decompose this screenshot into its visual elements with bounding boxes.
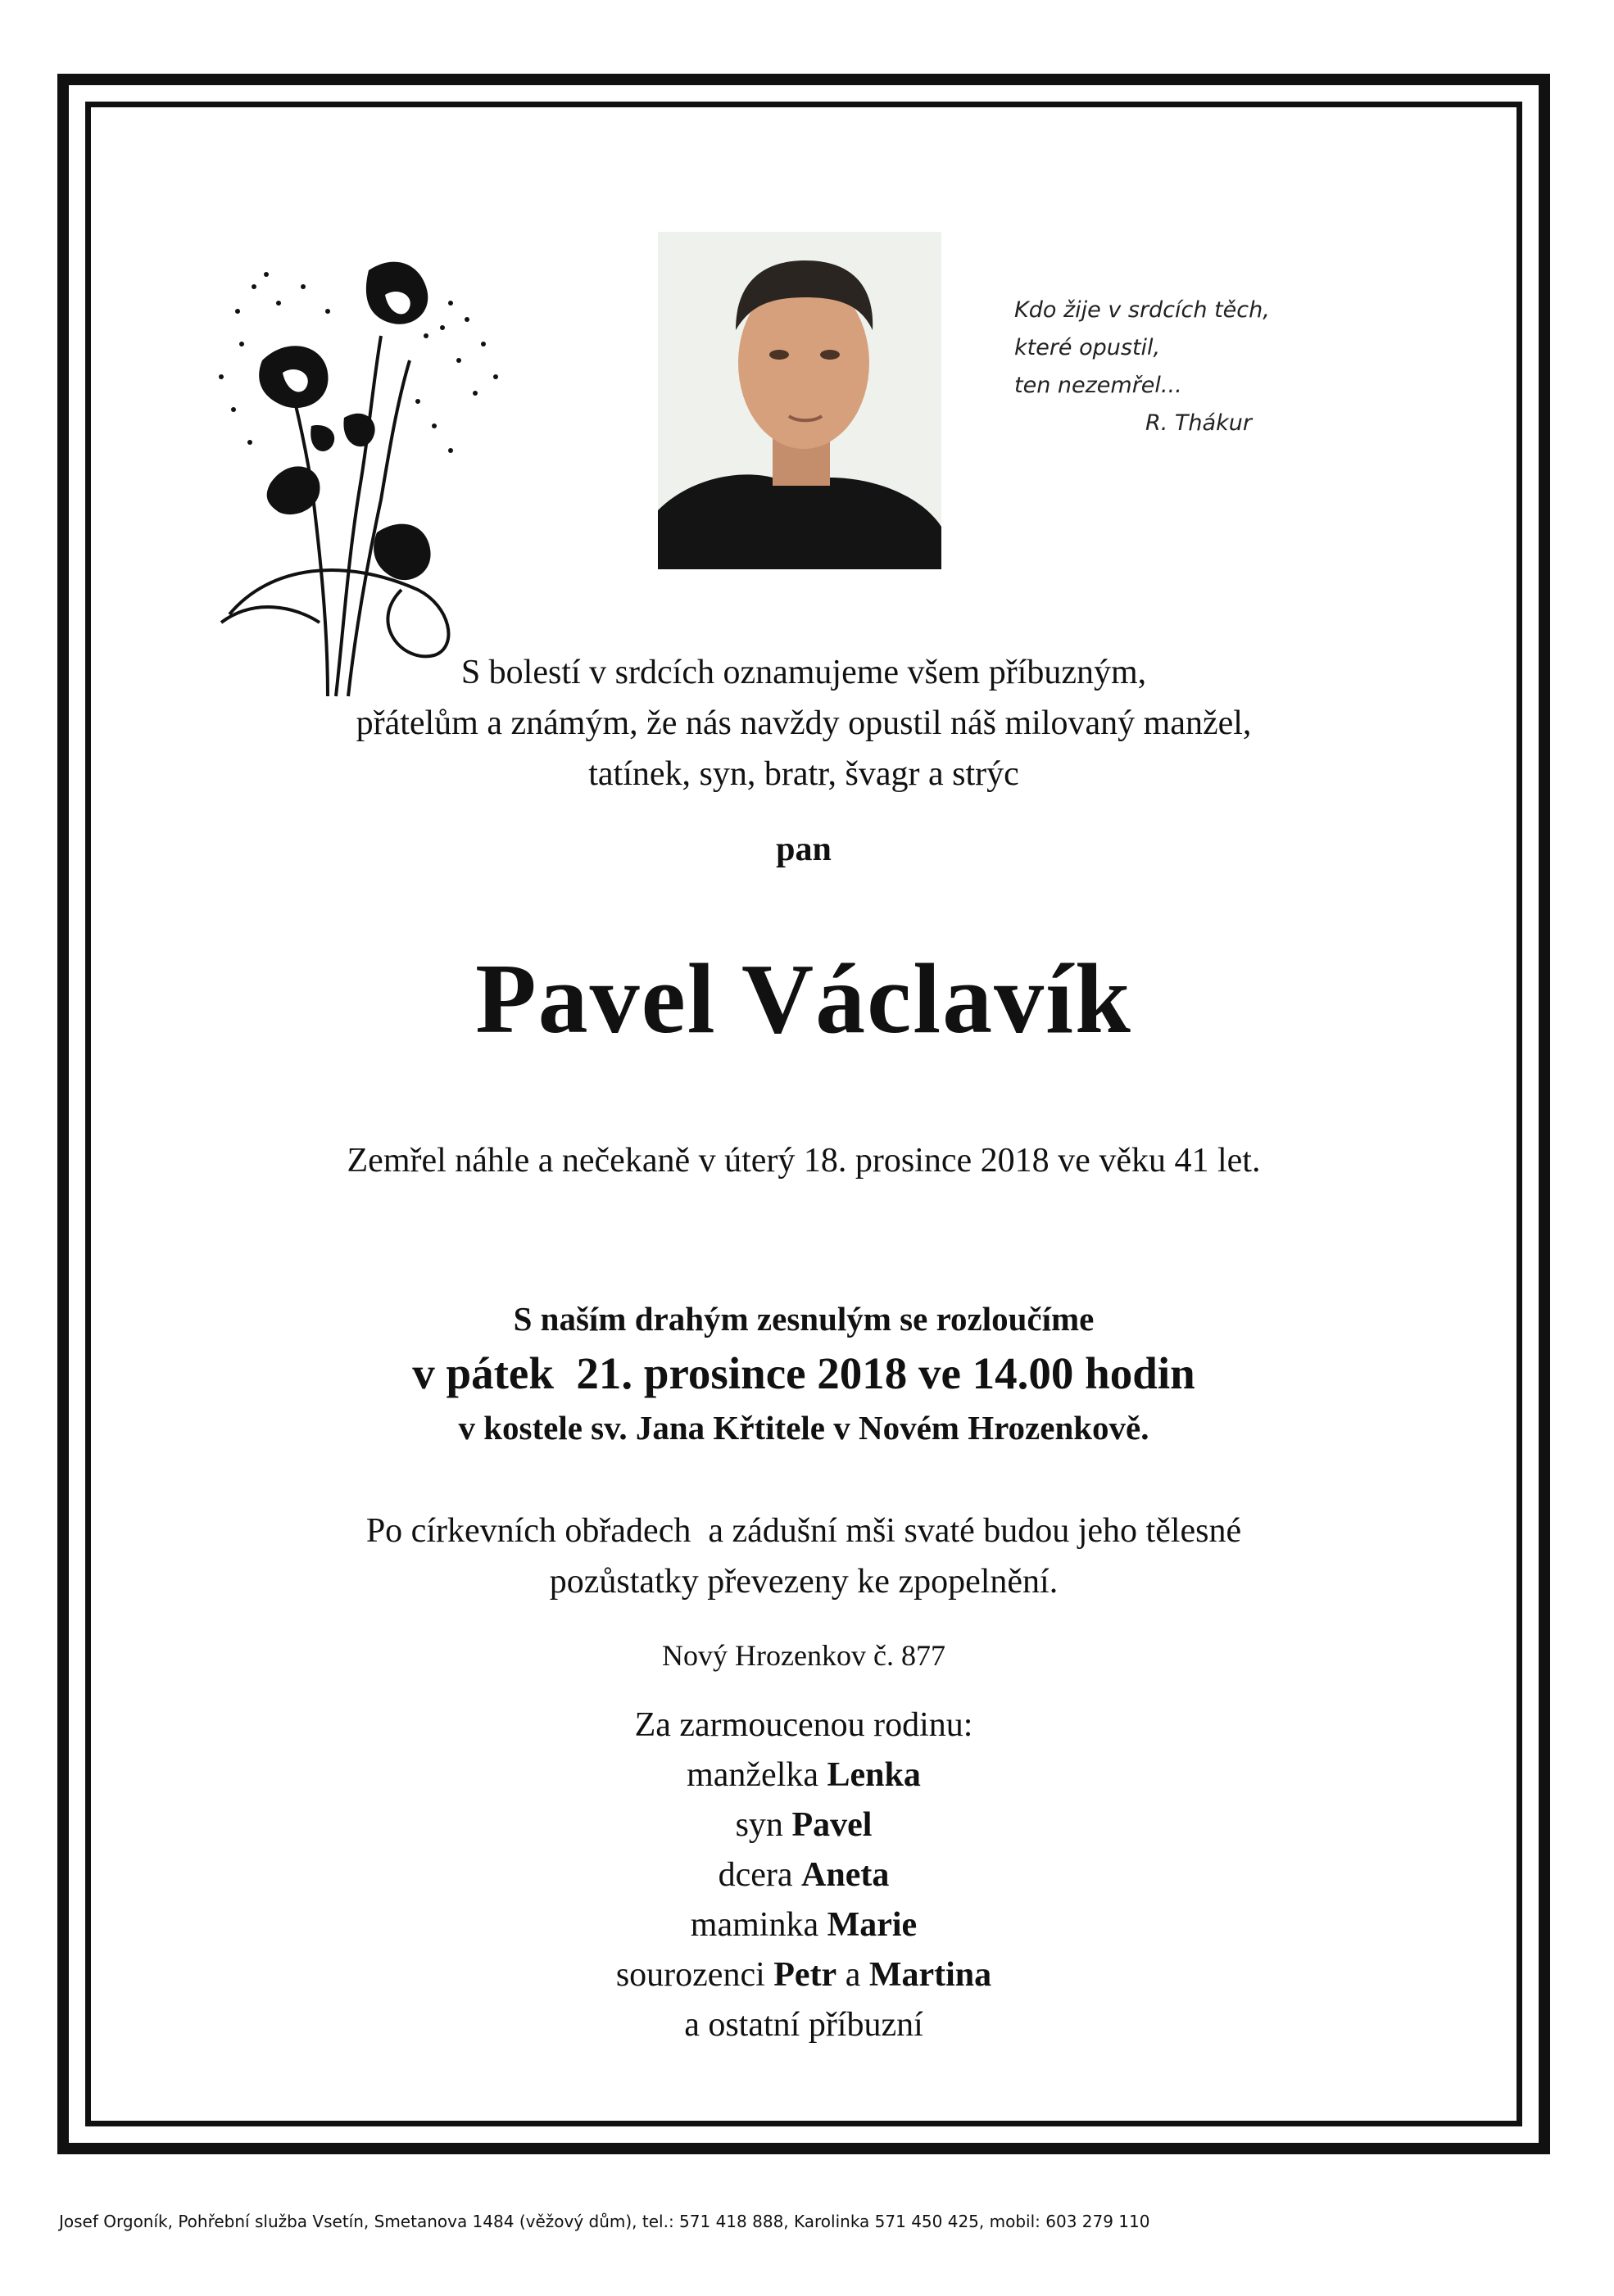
conjunction: a xyxy=(845,1956,861,1994)
family-member xyxy=(85,1750,1522,1800)
farewell-date: v pátek 21. prosince 2018 ve 14.00 hodin xyxy=(412,1348,1195,1398)
farewell-line: S naším drahým zesnulým se rozloučíme xyxy=(513,1300,1095,1338)
quote-author: R. Thákur xyxy=(1145,410,1252,436)
member-name: Aneta xyxy=(801,1856,890,1894)
intro-line: přátelům a známým, že nás navždy opustil náš milovaný manžel, xyxy=(356,704,1252,742)
funeral-service-footer: Josef Orgoník, Pohřební služba Vsetín, Smetanova 1484 (věžový dům), tel.: 571 418 888, Karolinka 571 450 425, mobil: 603 279 110 xyxy=(59,2212,1150,2231)
announcement-intro xyxy=(85,647,1522,799)
quote-block xyxy=(1014,292,1358,442)
ceremony-note xyxy=(85,1506,1522,1607)
deceased-name: Pavel Václavík xyxy=(475,944,1132,1054)
intro-line: tatínek, syn, bratr, švagr a strýc xyxy=(588,755,1019,793)
death-notice: Zemřel náhle a nečekaně v úterý 18. prosince 2018 ve věku 41 let. xyxy=(347,1142,1261,1180)
family-member xyxy=(85,1800,1522,1850)
family-siblings xyxy=(85,1950,1522,2000)
family-heading: Za zarmoucenou rodinu: xyxy=(634,1706,973,1744)
family-address: Nový Hrozenkov č. 877 xyxy=(662,1639,945,1672)
relation: syn xyxy=(735,1806,783,1844)
ceremony-line: pozůstatky převezeny ke zpopelnění. xyxy=(549,1563,1059,1601)
family-list xyxy=(85,1700,1522,2050)
family-closing: a ostatní příbuzní xyxy=(684,2006,923,2044)
member-name: Marie xyxy=(827,1906,918,1944)
family-member xyxy=(85,1900,1522,1950)
portrait-photo xyxy=(658,232,941,569)
title-word: pan xyxy=(776,831,832,868)
relation: maminka xyxy=(690,1906,819,1944)
rose-bouquet-illustration xyxy=(205,238,557,713)
member-name: Pavel xyxy=(791,1806,873,1844)
farewell-place: v kostele sv. Jana Křtitele v Novém Hrozenkově. xyxy=(458,1409,1149,1447)
relation: sourozenci xyxy=(615,1956,765,1994)
quote-line: ten nezemřel... xyxy=(1014,373,1182,398)
family-member xyxy=(85,1850,1522,1900)
quote-line: které opustil, xyxy=(1014,335,1161,360)
intro-line: S bolestí v srdcích oznamujeme všem příbuzným, xyxy=(460,654,1147,691)
relation: dcera xyxy=(718,1856,793,1894)
farewell-block xyxy=(85,1294,1522,1451)
member-name: Petr xyxy=(773,1956,837,1994)
ceremony-line: Po církevních obřadech a zádušní mši svaté budou jeho tělesné xyxy=(365,1512,1242,1550)
relation: manželka xyxy=(687,1756,819,1794)
member-name: Lenka xyxy=(827,1756,921,1794)
member-name: Martina xyxy=(868,1956,992,1994)
quote-line: Kdo žije v srdcích těch, xyxy=(1014,297,1270,323)
